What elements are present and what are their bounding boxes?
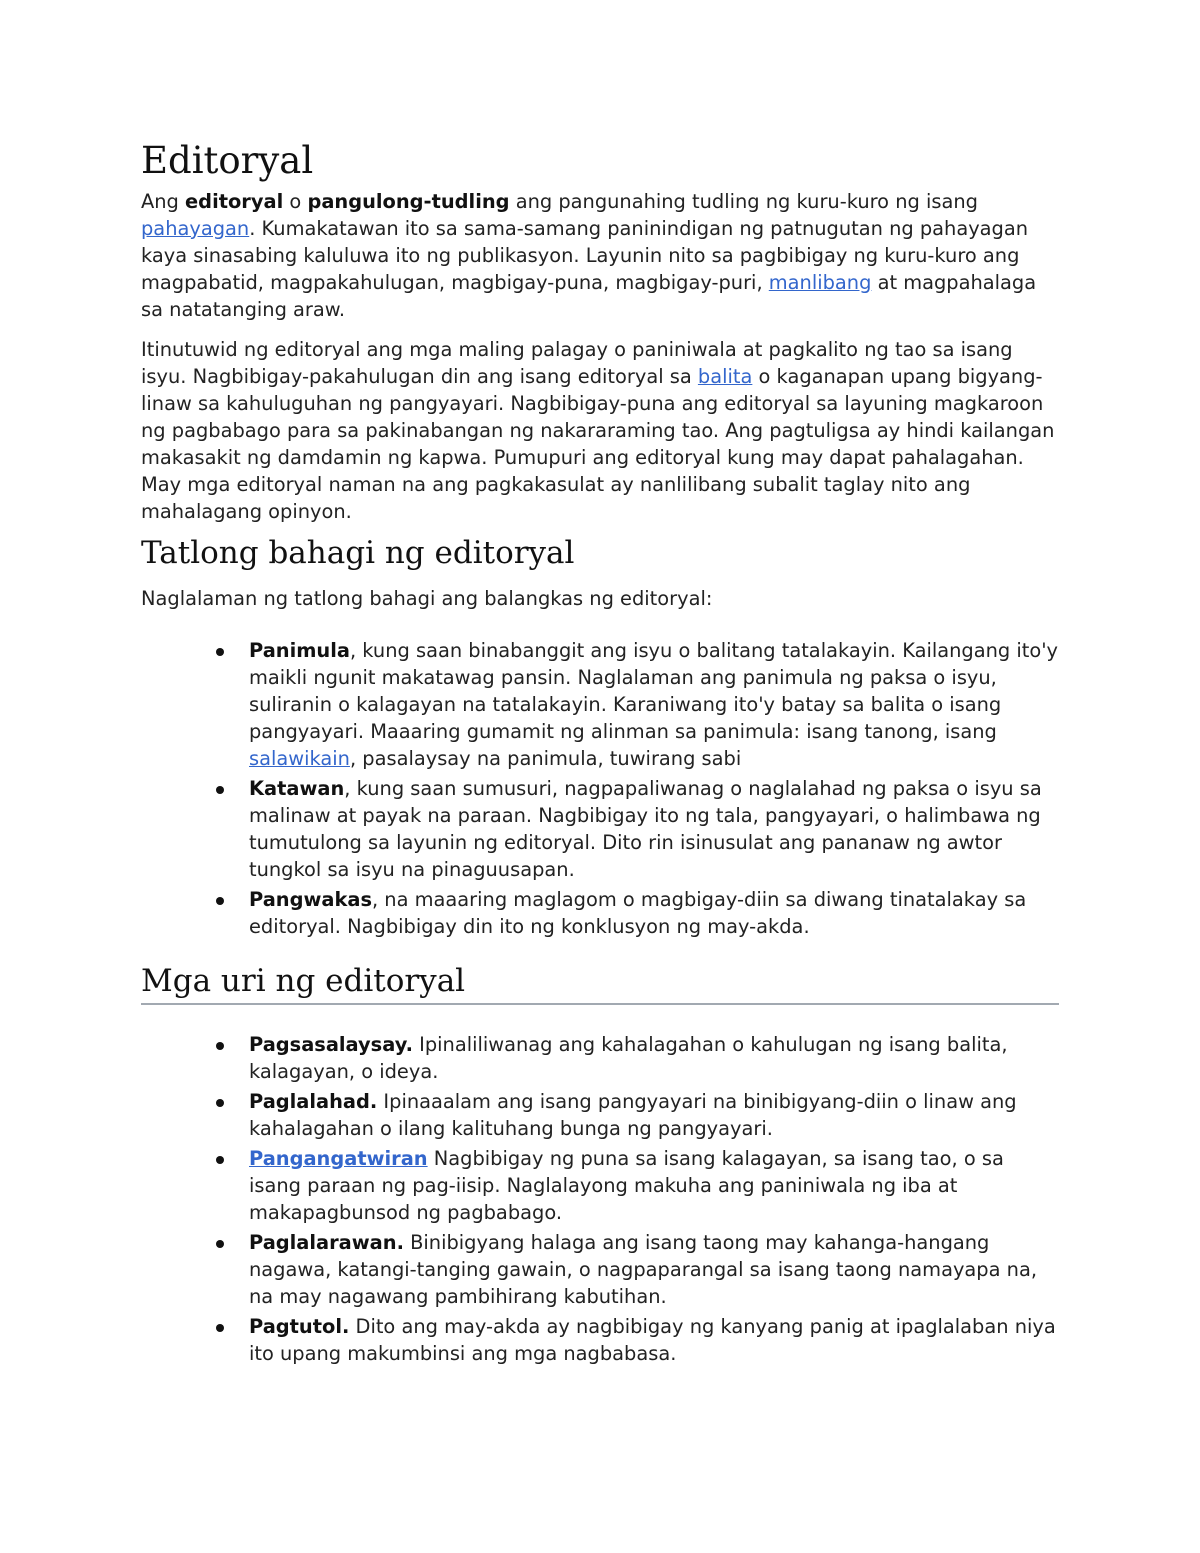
bullet-icon (216, 1156, 224, 1164)
list-item-term: Pagtutol. (249, 1315, 350, 1338)
text-run: Itinutuwid ng editoryal ang mga maling palagay o paniniwala at pagkalito ng tao sa isang isyu. Nagbibigay-pakahulugan din ang isang editoryal sa (141, 338, 1013, 388)
list-item-text: Nagbibigay ng puna sa isang kalagayan, sa isang tao, o sa isang paraan ng pag-iisip. Naglalayong makuha ang paniniwala ng iba at makapagbunsod ng pagbabago. (249, 1147, 1004, 1224)
list-item-katawan (249, 775, 1059, 883)
list-item-paglalarawan (249, 1229, 1059, 1310)
list-item-text: , kung saan sumusuri, nagpapaliwanag o naglalahad ng paksa o isyu sa malinaw at payak na paraan. Nagbibigay ito ng tala, pangyayari, o halimbawa ng tumutulong sa layunin ng editoryal. Dito rin isinusulat ang pananaw ng awtor tungkol sa isyu na pinaguusapan. (249, 777, 1042, 881)
list-item-pagsasalaysay (249, 1031, 1059, 1085)
list-item-text: Ipinaaalam ang isang pangyayari na binibigyang-diin o linaw ang kahalagahan o ilang kalituhang bunga ng pangyayari. (249, 1090, 1017, 1140)
bullet-icon (216, 1099, 224, 1107)
document-page (141, 136, 1059, 1370)
bullet-icon (216, 1324, 224, 1332)
second-paragraph (141, 336, 1059, 525)
section-heading-uri: Mga uri ng editoryal (141, 961, 1059, 1005)
text-run: Ang (141, 190, 186, 213)
text-run: . Kumakatawan ito sa sama-samang paninindigan ng patnugutan ng pahayagan kaya sinasabing kaluluwa ito ng publikasyon. Layunin nito sa pagbibigay ng kuru-kuro ang magpabatid, magpakahulugan, magbigay-puna, magbigay-puri, (141, 217, 1029, 294)
bullet-icon (216, 1240, 224, 1248)
text-run: o (283, 190, 308, 213)
text-run: ang pangunahing tudling ng kuru-kuro ng isang (509, 190, 978, 213)
bullet-icon (216, 648, 224, 656)
list-item-term: Katawan (249, 777, 345, 800)
list-item-text: , na maaaring maglagom o magbigay-diin sa diwang tinatalakay sa editoryal. Nagbibigay din ito ng konklusyon ng may-akda. (249, 888, 1027, 938)
list-item-paglalahad (249, 1088, 1059, 1142)
term-pangulong-tudling: pangulong-tudling (307, 190, 510, 213)
list-item-text: , pasalaysay na panimula, tuwirang sabi (349, 747, 742, 770)
link-manlibang[interactable]: manlibang (768, 271, 872, 294)
page-title: Editoryal (141, 139, 314, 182)
list-item-text: Binibigyang halaga ang isang taong may kahanga-hangang nagawa, katangi-tanging gawain, o nagpaparangal sa isang taong namayapa na, na may nagawang pambihirang kabutihan. (249, 1231, 1037, 1308)
term-editoryal: editoryal (185, 190, 284, 213)
text-run: o kaganapan upang bigyang-linaw sa kahuluguhan ng pangyayari. Nagbibigay-puna ang editoryal sa layuning magkaroon ng pagbabago para sa pakinabangan ng nakararaming tao. Ang pagtuligsa ay hindi kailangan makasakit ng damdamin ng kapwa. Pumupuri ang editoryal kung may dapat pahalagahan. May mga editoryal naman na ang pagkakasulat ay nanlilibang subalit taglay nito ang mahalagang opinyon. (141, 365, 1055, 523)
list-item-pangangatwiran (249, 1145, 1059, 1226)
section-intro: Naglalaman ng tatlong bahagi ang balangkas ng editoryal: (141, 587, 713, 610)
list-item-term: Panimula (249, 639, 350, 662)
bullet-icon (216, 897, 224, 905)
list-item-text: Dito ang may-akda ay nagbibigay ng kanyang panig at ipaglalaban niya ito upang makumbinsi ang mga nagbabasa. (249, 1315, 1056, 1365)
bullet-icon (216, 786, 224, 794)
list-item-panimula (249, 637, 1059, 772)
list-item-term: Paglalarawan. (249, 1231, 404, 1254)
list-item-term: Pangwakas (249, 888, 372, 911)
section-heading-bahagi: Tatlong bahagi ng editoryal (141, 535, 575, 571)
list-item-term: Paglalahad. (249, 1090, 378, 1113)
link-balita[interactable]: balita (697, 365, 753, 388)
link-salawikain[interactable]: salawikain (249, 747, 350, 770)
list-item-text: Ipinaliliwanag ang kahalagahan o kahulugan ng isang balita, kalagayan, o ideya. (249, 1033, 1008, 1083)
text-run: at magpahalaga sa natatanging araw. (141, 271, 1037, 321)
list-item-term: Pagsasalaysay. (249, 1033, 413, 1056)
list-item-pagtutol (249, 1313, 1059, 1367)
list-item-text: , kung saan binabanggit ang isyu o balitang tatalakayin. Kailangang ito'y maikli ngunit makatawag pansin. Naglalaman ang panimula ng paksa o isyu, suliranin o kalagayan na tatalakayin. Karaniwang ito'y batay sa balita o isang pangyayari. Maaaring gumamit ng alinman sa panimula: isang tanong, isang (249, 639, 1059, 743)
intro-paragraph (141, 188, 1059, 323)
bullet-icon (216, 1042, 224, 1050)
link-pangangatwiran[interactable]: Pangangatwiran (249, 1147, 428, 1170)
uri-list (141, 1031, 1059, 1367)
list-item-pangwakas (249, 886, 1059, 940)
bahagi-list (141, 637, 1059, 940)
link-pahayagan[interactable]: pahayagan (141, 217, 250, 240)
